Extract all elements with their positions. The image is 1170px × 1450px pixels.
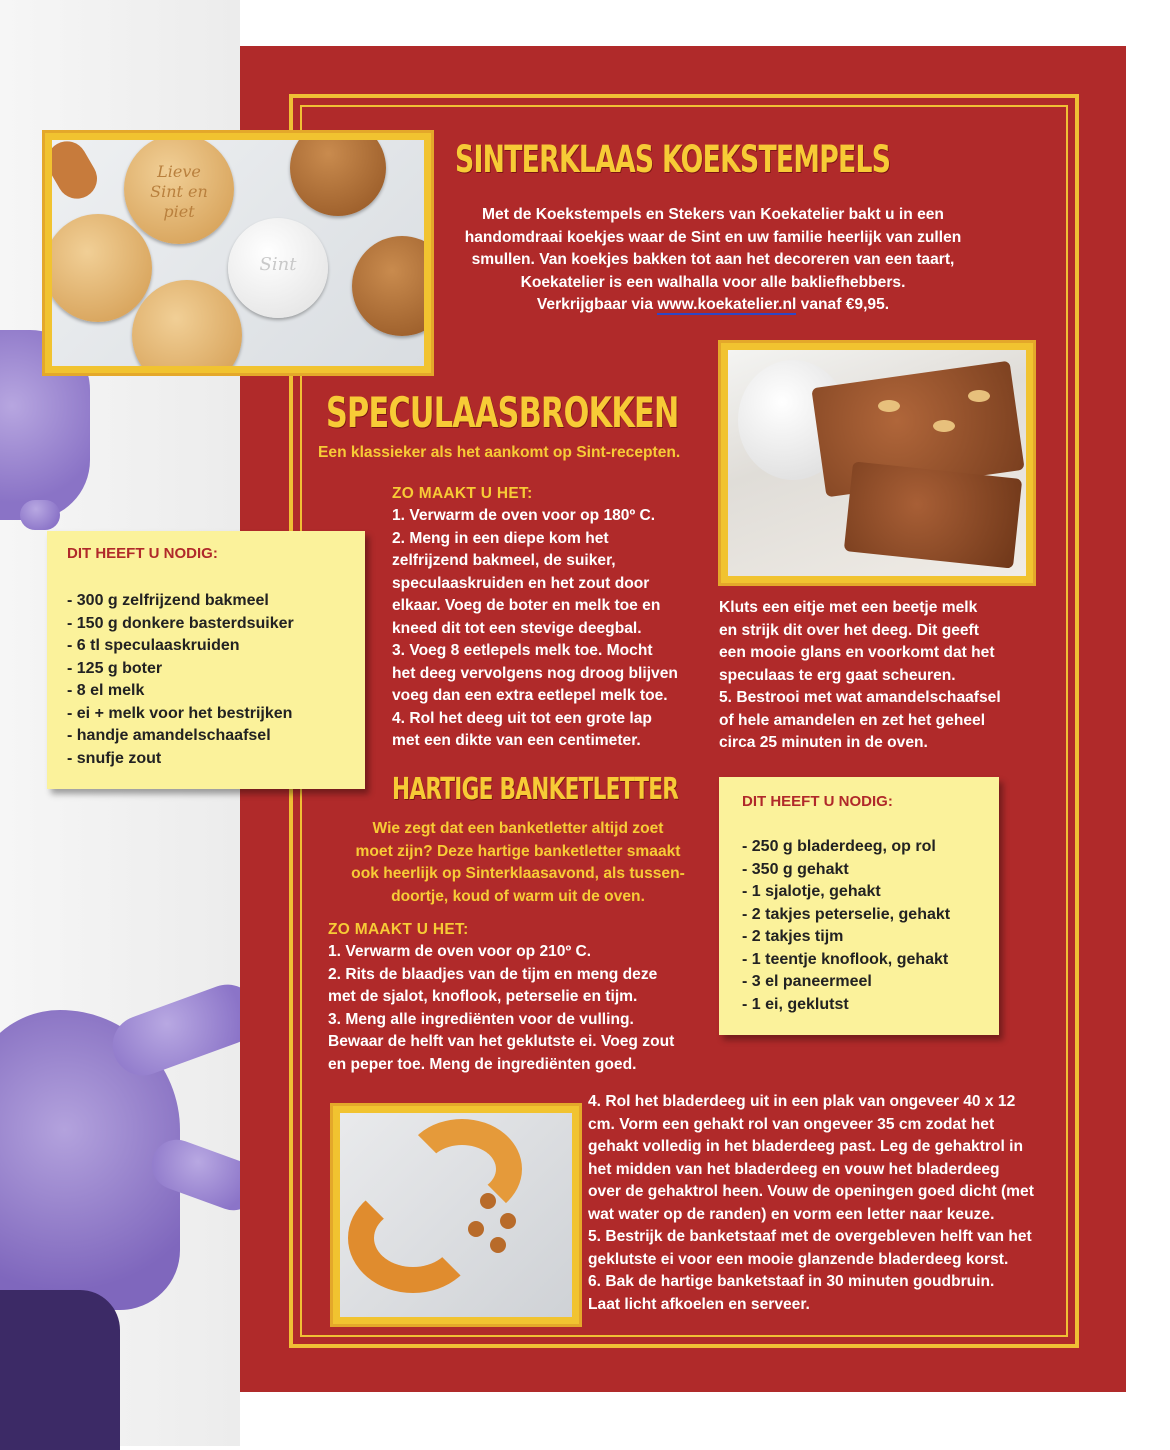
ingredient-item: - 1 sjalotje, gehakt (742, 883, 881, 900)
almond (968, 390, 990, 402)
ingredient-item: - 2 takjes tijm (742, 928, 844, 945)
step-line: 2. Meng in een diepe kom het (392, 529, 609, 547)
speculaas-method (392, 483, 712, 753)
ingredient-item: - 300 g zelfrijzend bakmeel (67, 592, 269, 609)
step-line: en strijk dit over het deeg. Dit geeft (719, 621, 979, 639)
step-line: 2. Rits de blaadjes van de tijm en meng deze (328, 965, 658, 983)
availability-line (448, 294, 978, 317)
step-line: voeg dan een extra eetlepel melk toe. (392, 687, 668, 704)
speculaas-subtitle: Een klassieker als het aankomt op Sint-recepten. (318, 444, 681, 461)
ingredient-item: - 8 el melk (67, 682, 145, 699)
stamp-text: Lieve Sint en piet (150, 162, 208, 221)
banketletter-steps-right (588, 1091, 1058, 1316)
step-line: of hele amandelen en zet het geheel (719, 711, 986, 729)
step-line: geklutste ei voor een mooie glanzende bladerdeeg korst. (588, 1250, 1009, 1268)
step-line: Laat licht afkoelen en serveer. (588, 1295, 810, 1313)
step-line: 1. Verwarm de oven voor op 210º C. (328, 943, 592, 960)
step-line: wat water op de randen) en vorm een letter naar keuze. (588, 1205, 995, 1223)
banketletter-steps-left (328, 941, 708, 1076)
ingredient-item: - 1 teentje knoflook, gehakt (742, 950, 949, 968)
step-line: 5. Bestrooi met wat amandelschaafsel (719, 689, 1001, 706)
step-line: met een dikte van een centimeter. (392, 732, 641, 749)
intro-line: handomdraai koekjes waar de Sint en uw familie heerlijk van zullen (464, 228, 962, 246)
cookie-stick (52, 140, 104, 206)
speculaas-title: SPECULAASBROKKEN (326, 388, 679, 437)
speculaas-steps-left (392, 505, 712, 753)
step-line: kneed dit tot een stevige deegbal. (392, 619, 642, 637)
ingredient-item: - 6 tl speculaaskruiden (67, 637, 240, 654)
banketletter-title: HARTIGE BANKETLETTER (392, 772, 679, 807)
speculaas-method-heading: ZO MAAKT U HET: (392, 485, 533, 502)
cookie-gift (290, 140, 386, 216)
ingredients-heading: DIT HEEFT U NODIG: (742, 793, 893, 810)
ingredient-item: - 2 takjes peterselie, gehakt (742, 905, 951, 923)
intro-line: Met de Koekstempels en Stekers van Koekatelier bakt u in een (482, 206, 944, 223)
banketletter-method-heading: ZO MAAKT U HET: (328, 921, 469, 938)
intro-text (448, 204, 978, 317)
pepernoot (490, 1237, 506, 1253)
intro-line: ook heerlijk op Sinterklaasavond, als tussen- (351, 865, 685, 882)
ingredient-item: - ei + melk voor het bestrijken (67, 704, 293, 722)
ingredients-heading: DIT HEEFT U NODIG: (67, 545, 218, 562)
step-line: gehakt volledig in het bladerdeeg past. Leg de gehaktrol in (588, 1138, 1023, 1155)
letter-s-bottom (348, 1183, 478, 1293)
step-line: zelfrijzend bakmeel, de suiker, (392, 552, 616, 569)
pepernoot (480, 1193, 496, 1209)
step-line: 4. Rol het deeg uit tot een grote lap (392, 709, 652, 727)
step-line: met de sjalot, knoflook, peterselie en tijm. (328, 988, 638, 1005)
almond (878, 400, 900, 412)
intro-line: moet zijn? Deze hartige banketletter smaakt (355, 842, 681, 860)
pepernoot (468, 1221, 484, 1237)
speculaas-ingredients-note (47, 531, 365, 789)
intro-line: doortje, koud of warm uit de oven. (391, 887, 645, 905)
availability-suffix: vanaf €9,95. (796, 296, 890, 313)
step-line: speculaaskruiden en het zout door (392, 574, 650, 592)
step-line: over de gehaktrol heen. Vouw de openingen goed dicht (met (588, 1183, 1034, 1200)
banketletter-intro (318, 818, 718, 908)
ingredient-item: - 350 g gehakt (742, 860, 849, 878)
speculaas-chunk-2 (844, 461, 1022, 568)
step-line: een mooie glans en voorkomt dat het (719, 644, 995, 661)
step-line: speculaas te erg gaat scheuren. (719, 666, 956, 684)
step-line: 6. Bak de hartige banketstaaf in 30 minuten goudbruin. (588, 1273, 995, 1290)
ingredient-item: - handje amandelschaafsel (67, 727, 271, 744)
almond (933, 420, 955, 432)
koekatelier-link[interactable]: www.koekatelier.nl (657, 296, 797, 313)
speculaas-photo (718, 340, 1036, 586)
step-line: Bewaar de helft van het geklutste ei. Voeg zout (328, 1033, 675, 1050)
step-line: cm. Vorm een gehakt rol van ongeveer 35 cm zodat het (588, 1115, 995, 1133)
intro-line: Koekatelier is een walhalla voor alle bakliefhebbers. (520, 273, 906, 291)
intro-line: smullen. Van koekjes bakken tot aan het decoreren van een taart, (471, 251, 955, 268)
step-line: elkaar. Voeg de boter en melk toe en (392, 597, 661, 614)
ingredient-item: - 125 g boter (67, 659, 163, 677)
stamp-text-white: Sint (259, 254, 297, 275)
ingredient-item: - 3 el paneermeel (742, 973, 872, 990)
cookie-stamps-photo (42, 130, 434, 376)
cookie-mitre (352, 236, 424, 336)
banketletter-photo (330, 1103, 582, 1327)
step-line: 1. Verwarm de oven voor op 180º C. (392, 507, 656, 524)
glove-finger (20, 500, 60, 530)
step-line: 5. Bestrijk de banketstaaf met de overgebleven helft van het (588, 1228, 1032, 1245)
step-line: Kluts een eitje met een beetje melk (719, 599, 978, 616)
cookie-lightbulb (52, 214, 152, 322)
availability-prefix: Verkrijgbaar via (536, 296, 658, 313)
stamp-white (228, 218, 328, 318)
step-line: circa 25 minuten in de oven. (719, 734, 928, 751)
speculaas-steps-right (719, 597, 1049, 755)
step-line: 3. Voeg 8 eetlepels melk toe. Mocht (392, 642, 653, 659)
pepernoot (500, 1213, 516, 1229)
banketletter-ingredients-note (719, 777, 999, 1035)
ingredient-item: - snufje zout (67, 749, 162, 767)
cookie-sint-piet (124, 140, 234, 244)
ingredient-item: - 1 ei, geklutst (742, 995, 849, 1013)
step-line: 3. Meng alle ingrediënten voor de vulling. (328, 1010, 634, 1028)
step-line: en peper toe. Meng de ingrediënten goed. (328, 1055, 637, 1073)
ingredients-list (742, 836, 950, 1016)
step-line: het midden van het bladerdeeg en vouw het bladerdeeg (588, 1160, 1000, 1178)
ingredients-list (67, 590, 294, 770)
step-line: het deeg vervolgens nog droog blijven (392, 664, 678, 682)
ingredient-item: - 250 g bladerdeeg, op rol (742, 838, 936, 855)
banketletter-method (328, 919, 708, 1076)
page-title: SINTERKLAAS KOEKSTEMPELS (455, 138, 891, 181)
step-line: 4. Rol het bladerdeeg uit in een plak van ongeveer 40 x 12 (588, 1093, 1016, 1110)
cookie-present (132, 280, 242, 366)
intro-line: Wie zegt dat een banketletter altijd zoet (372, 820, 664, 837)
sleeve (0, 1290, 120, 1450)
ingredient-item: - 150 g donkere basterdsuiker (67, 614, 294, 632)
